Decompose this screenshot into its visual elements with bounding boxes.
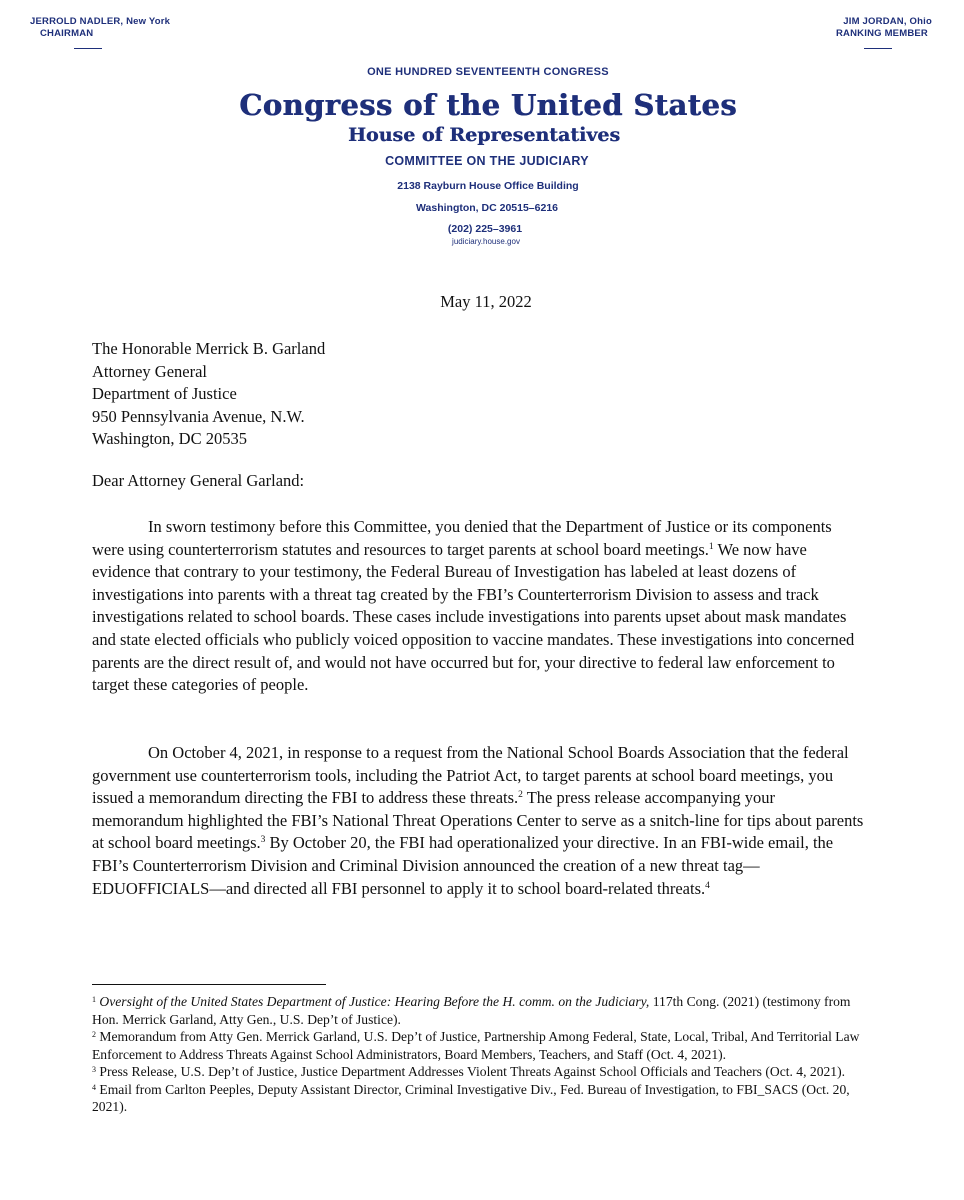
city-address: Washington, DC 20515–6216	[416, 202, 558, 214]
address-line: The Honorable Merrick B. Garland	[92, 339, 326, 358]
chairman-rule	[74, 48, 102, 49]
letterhead	[0, 66, 964, 246]
footnote-number: 1	[92, 995, 96, 1004]
footnote-title: Oversight of the United States Department of Justice: Hearing Before the H. comm. on the Judiciary,	[99, 994, 650, 1009]
paragraph-2	[92, 742, 864, 900]
house-title: House of Representatives	[347, 124, 621, 146]
ranking-member-role: RANKING MEMBER	[836, 28, 928, 39]
salutation: Dear Attorney General Garland:	[92, 471, 305, 490]
footnote-number: 3	[92, 1065, 96, 1074]
congress-number: ONE HUNDRED SEVENTEENTH CONGRESS	[367, 66, 609, 78]
building-address: 2138 Rayburn House Office Building	[397, 180, 579, 192]
chairman-role: CHAIRMAN	[40, 28, 94, 39]
paragraph-text: On October 4, 2021, in response to a request from the National School Boards Association that the federal government use counterterrorism tools, including the Patriot Act, to target parents at school board meetings, you issued a memorandum directing the FBI to address these threats.	[92, 743, 849, 808]
phone-number: (202) 225–3961	[447, 223, 523, 235]
footnote-divider	[92, 984, 326, 985]
letter-date: May 11, 2022	[440, 292, 532, 311]
footnote-number: 2	[92, 1030, 96, 1039]
paragraph-text: In sworn testimony before this Committee, you denied that the Department of Justice or its components were using counterterrorism statutes and resources to target parents at school board meetings.	[92, 517, 832, 559]
congress-title: Congress of the United States	[239, 88, 737, 122]
footnote-4	[92, 1081, 872, 1116]
address-line: Department of Justice	[92, 384, 237, 404]
footnote-text: Memorandum from Atty Gen. Merrick Garland, U.S. Dep’t of Justice, Partnership Among Federal, State, Local, Tribal, And Territorial Law Enforcement to Address Threats Against School Administrators, Board Members, Teachers, and Staff (Oct. 4, 2021).	[92, 1029, 860, 1062]
recipient-address	[92, 338, 864, 451]
address-line: Attorney General	[92, 361, 207, 381]
footnote-2	[92, 1028, 872, 1063]
committee-name: COMMITTEE ON THE JUDICIARY	[385, 154, 589, 168]
footnote-number: 4	[92, 1082, 96, 1092]
footnotes	[92, 993, 872, 1116]
footnote-ref: 2	[518, 790, 523, 801]
ranking-member-name: JIM JORDAN, Ohio	[843, 16, 932, 27]
address-line: 950 Pennsylvania Avenue, N.W.	[92, 406, 305, 426]
footnote-1	[92, 993, 872, 1028]
paragraph-text: We now have evidence that contrary to your testimony, the Federal Bureau of Investigation has labeled at least dozens of investigations into parents with a threat tag created by the FBI’s Counterterrorism Division to assess and track investigations related to school boards. These cases include investigations into parents upset about mask mandates and state elected officials who publicly voiced opposition to vaccine mandates. These investigations into concerned parents are the direct result of, and would not have occurred but for, your directive to federal law enforcement to target these categories of people.	[92, 539, 855, 695]
chairman-block	[30, 16, 170, 49]
footnote-ref: 1	[708, 541, 714, 552]
footnote-3	[92, 1063, 872, 1081]
ranking-member-rule	[864, 48, 892, 49]
footnote-text: Press Release, U.S. Dep’t of Justice, Justice Department Addresses Violent Threats Against School Officials and Teachers (Oct. 4, 2021).	[96, 1064, 846, 1079]
paragraph-1	[92, 516, 864, 697]
ranking-member-block	[836, 16, 932, 49]
footnote-ref: 4	[705, 880, 710, 891]
paragraph-text: By October 20, the FBI had operationalized your directive. In an FBI-wide email, the FBI’s Counterterrorism Division and Criminal Division announced the creation of a new threat tag—EDUOFFICIALS—and directed all FBI personnel to apply it to school board-related threats.	[92, 833, 834, 898]
address-line: Washington, DC 20535	[92, 429, 247, 449]
chairman-name: JERROLD NADLER, New York	[30, 16, 171, 27]
footnote-text: Email from Carlton Peeples, Deputy Assistant Director, Criminal Investigative Div., Fed. Bureau of Investigation, to FBI_SACS (Oct. 20, 2021).	[92, 1081, 850, 1114]
footnote-ref: 3	[260, 835, 266, 846]
footnote-text: 117th Cong. (2021) (testimony from Hon. Merrick Garland, Atty Gen., U.S. Dep’t of Justice).	[92, 994, 851, 1027]
website: judiciary.house.gov	[452, 237, 520, 246]
paragraph-text: The press release accompanying your memorandum highlighted the FBI’s National Threat Operations Center to serve as a snitch-line for tips about parents at school board meetings.	[92, 788, 864, 853]
